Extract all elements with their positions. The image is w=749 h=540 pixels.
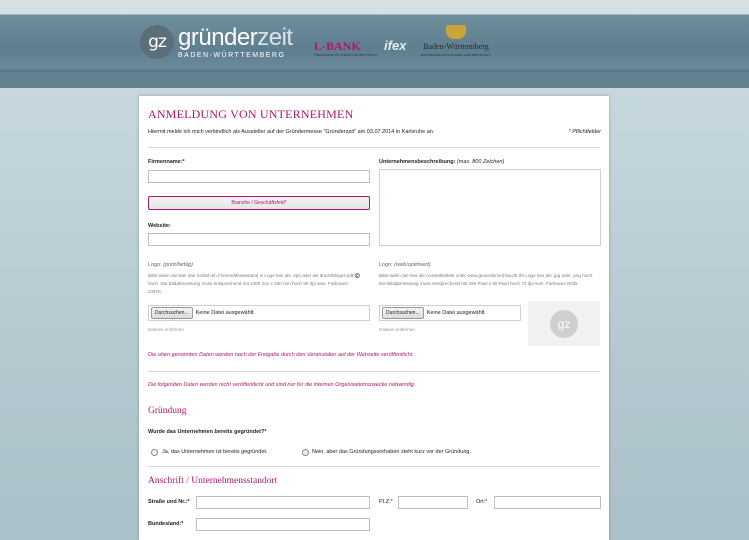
zip-label: PLZ:* (379, 499, 393, 505)
description-label: Unternehmensbeschreibung: (max. 800 Zeichen) (379, 159, 505, 165)
lbank-tagline: Staatsbank für Baden-Württemberg (314, 52, 377, 57)
gz-logo-mark: gz (140, 25, 174, 59)
gz-logo-name-accent: zeit (257, 23, 293, 51)
publish-note: Die oben genannten Daten werden nach der Freigabe durch den Veranstalter auf der Webseite veröffentlicht. (148, 352, 414, 358)
divider (148, 466, 600, 467)
logo-web-help: Bitte laden Sie hier die Ausstellerliste unter www.gruenderzeit-bw.de Ihr Logo hier als .jpg oder .png hoch. Die Bildabmessung muss entsprechend mit 180 Pixel x 80 Pixel hoch 72 dpi sein. Farbraum RGB. (379, 273, 594, 286)
logo-print-label: Logo: (print/farbig) (148, 262, 193, 268)
bw-logo-title: Baden-Württemberg (423, 42, 489, 51)
founding-no-label[interactable]: Nein, aber das Gründungsvorhaben steht kurz vor der Gründung. (312, 449, 471, 455)
ifex-logo[interactable]: ifex (384, 38, 407, 53)
state-input[interactable] (196, 518, 370, 531)
logo-web-file-status: Keine Datei ausgewählt. (426, 310, 486, 316)
logo-print-help: Bitte laden Sie hier das Schild am Firmen/Messestand in Logo hier als .eps oder als druckfähiges pdf/©️ hoch. Die Bildabmessung muss entsprechend mit 1000 mm x 400 mm hoch 96 dpi sein. Farbraum CMYK. (148, 273, 361, 294)
logo-web-remove[interactable]: Dateien entfernen (379, 327, 415, 332)
zip-input[interactable] (398, 496, 468, 509)
gz-logo-name: gründer (178, 23, 258, 51)
logo-print-browse-button[interactable]: Durchsuchen... (151, 307, 193, 319)
founding-question: Wurde das Unternehmen bereits gegründet?* (148, 429, 267, 435)
street-label: Straße und Nr.:* (148, 499, 190, 505)
logo-web-label: Logo: (web/optimiert) (379, 262, 431, 268)
header-strip (0, 72, 749, 88)
bw-logo[interactable] (418, 25, 494, 57)
lbank-logo[interactable]: L-BANK (314, 39, 361, 53)
website-input[interactable] (148, 233, 370, 246)
logo-web-browse-button[interactable]: Durchsuchen... (382, 307, 424, 319)
logo-print-remove[interactable]: Dateien entfernen (148, 327, 184, 332)
divider (148, 147, 600, 148)
city-label: Ort:* (476, 499, 488, 505)
street-input[interactable] (196, 496, 370, 509)
category-select-button[interactable]: Branche / Geschäftsfeld* (148, 196, 370, 210)
description-textarea[interactable] (379, 169, 601, 246)
logo-web-file-input[interactable] (379, 305, 521, 321)
founding-yes-radio[interactable] (151, 449, 158, 456)
city-input[interactable] (494, 496, 601, 509)
founding-yes-label[interactable]: Ja, das Unternehmen ist bereits gegründet. (162, 449, 268, 455)
state-label: Bundesland:* (148, 521, 184, 527)
logo-preview-image (528, 301, 600, 346)
bw-logo-tagline: MINISTERIUM FÜR FINANZEN UND WIRTSCHAFT (420, 53, 492, 57)
form-intro: Hiermit melde ich mich verbindlich als Aussteller auf der Gründermesse "Gründerzeit" am 03.07.2014 in Karlsruhe an. (148, 129, 435, 135)
website-label: Website: (148, 223, 171, 229)
address-heading: Anschrift / Unternehmensstandort (148, 476, 278, 486)
internal-note: Die folgenden Daten werden nicht veröffentlicht und sind nur für die internen Organisationszwecke notwendig. (148, 382, 416, 388)
founding-heading: Gründung (148, 406, 187, 416)
company-name-input[interactable] (148, 170, 370, 183)
logo-preview-mark: gz (550, 310, 578, 338)
gruenderzeit-logo[interactable] (140, 24, 293, 60)
logo-print-file-status: Keine Datei ausgewählt. (195, 310, 255, 316)
divider (148, 371, 600, 372)
founding-no-radio[interactable] (302, 449, 309, 456)
gz-logo-subtitle: BADEN-WÜRTTEMBERG (178, 51, 286, 59)
logo-print-file-input[interactable] (148, 305, 370, 321)
required-note: * Pflichtfelder (568, 129, 601, 135)
company-name-label: Firmenname:* (148, 159, 185, 165)
registration-form (139, 96, 609, 540)
bw-crest-icon (446, 25, 466, 39)
form-title: ANMELDUNG VON UNTERNEHMEN (148, 107, 354, 121)
